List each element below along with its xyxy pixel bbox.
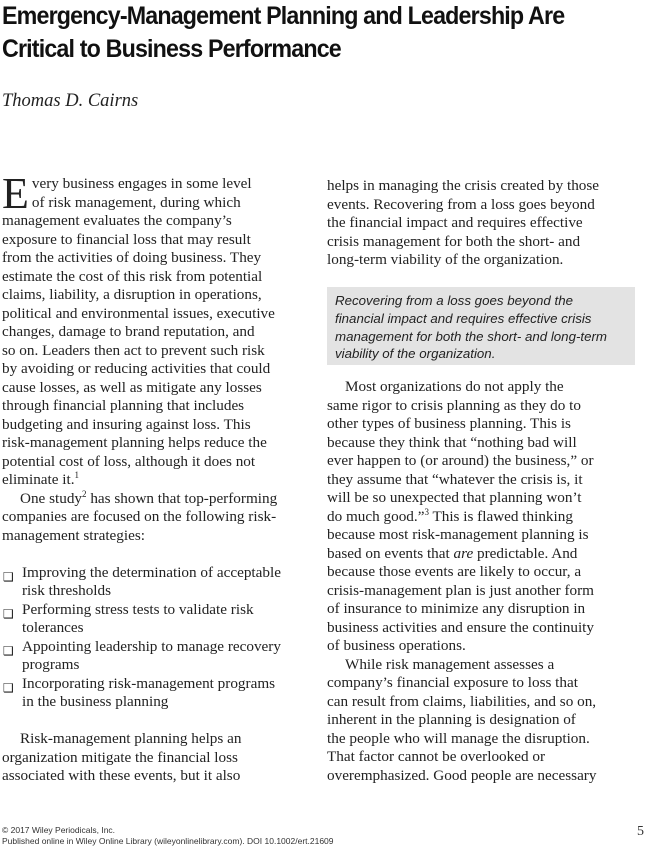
spacer [2, 712, 308, 731]
text-line: overemphasized. Good people are necessary [327, 766, 597, 784]
text-line [327, 545, 631, 564]
list-item [2, 675, 308, 712]
text-line: programs [22, 656, 80, 673]
text-line: from the activities of doing business. They [2, 249, 262, 266]
text-line: inherent in the planning is designation of [327, 711, 576, 728]
text-line: because those events are likely to occur, a [327, 563, 582, 580]
checkbox-bullet-icon: ❑ [3, 680, 14, 695]
footer [2, 825, 334, 847]
text-line: can result from claims, liabilities, and so on, [327, 692, 597, 710]
text-line: through financial planning that includes [2, 397, 245, 414]
text-line: risk thresholds [22, 582, 112, 599]
checkbox-bullet-icon: ❑ [3, 606, 14, 621]
text-line: risk-management planning helps reduce the [2, 434, 267, 451]
study-paragraph [2, 490, 308, 546]
right-column-lower [327, 378, 631, 785]
checkbox-bullet-icon: ❑ [3, 569, 14, 584]
text-line: companies are focused on the following risk- [2, 508, 277, 525]
text-line: While risk management assesses a [345, 655, 555, 673]
strategy-list [2, 564, 308, 712]
pull-quote [327, 287, 635, 365]
text-line: other types of business planning. This is [327, 415, 571, 432]
text-line: political and environmental issues, executive [2, 304, 275, 322]
text-line: by avoiding or reducing activities that could [2, 360, 271, 377]
text-line: because they think that “nothing bad will [327, 433, 577, 451]
text-line: Recovering from a loss goes beyond the [335, 293, 573, 308]
text-line: Performing stress tests to validate risk [22, 600, 254, 618]
text-span: predictable. And [473, 544, 578, 562]
text-line: in the business planning [22, 693, 169, 710]
text-line: events. Recovering from a loss goes beyond [327, 195, 595, 213]
text-span: do much good.” [327, 507, 425, 525]
text-line: viability of the organization. [335, 346, 496, 362]
title-line: Emergency-Management Planning and Leadership Are [2, 2, 565, 30]
publication-info: Published online in Wiley Online Library (wileyonlinelibrary.com). DOI 10.1002/ert.21609 [2, 836, 334, 846]
text-line [2, 490, 308, 509]
text-line [2, 471, 308, 490]
text-line: business activities and ensure the continuity [327, 618, 594, 636]
text-line: changes, damage to brand reputation, and [2, 323, 255, 340]
emphasis: are [453, 544, 474, 562]
text-line: claims, liability, a disruption in operations, [2, 286, 262, 303]
text-line: Improving the determination of acceptable [22, 563, 281, 581]
text-line: the people who will manage the disruption. [327, 729, 590, 747]
text-line: helps in managing the crisis created by those [327, 177, 600, 194]
continued-paragraph [327, 177, 631, 270]
text-line: ever happen to (or around) the business,” or [327, 452, 594, 469]
text-span: eliminate it. [2, 471, 75, 488]
leadership-paragraph [327, 656, 631, 786]
title-line: Critical to Business Performance [2, 35, 341, 63]
text-line: estimate the cost of this risk from potential [2, 267, 263, 285]
text-span: based on events that [327, 544, 454, 562]
text-line: budgeting and insuring against loss. This [2, 415, 251, 433]
drop-cap: E [2, 169, 29, 218]
spacer [2, 545, 308, 564]
footnote-ref: 3 [424, 506, 429, 517]
text-line: associated with these events, but it also [2, 767, 241, 784]
text-line: tolerances [22, 619, 84, 636]
mitigation-paragraph [2, 730, 308, 786]
copyright-notice: © 2017 Wiley Periodicals, Inc. [2, 825, 116, 835]
text-span: One study [20, 489, 83, 507]
text-line: same rigor to crisis planning as they do to [327, 396, 581, 414]
pull-quote-text [335, 292, 607, 363]
text-line [327, 508, 631, 527]
text-line: Appointing leadership to manage recovery [22, 637, 281, 655]
text-line: potential cost of loss, although it does not [2, 452, 256, 470]
text-line: Risk-management planning helps an [20, 730, 242, 747]
text-line: cause losses, as well as mitigate any losses [2, 378, 262, 396]
text-line: financial impact and requires effective crisis [335, 310, 592, 326]
list-item [2, 638, 308, 675]
text-line: of business operations. [327, 637, 466, 654]
text-line: crisis-management plan is just another form [327, 581, 594, 599]
text-line: long-term viability of the organization. [327, 251, 564, 268]
text-line: they assume that “whatever the crisis is, it [327, 470, 583, 488]
text-line: because most risk-management planning is [327, 526, 589, 543]
text-line: management for both the short- and long-term [335, 328, 607, 344]
text-line: very business engages in some level [31, 175, 252, 192]
text-span: has shown that top-performing [86, 489, 278, 507]
text-line: company’s financial exposure to loss that [327, 674, 578, 691]
text-line: management strategies: [2, 526, 145, 544]
text-line: will be so unexpected that planning won’t [327, 489, 582, 506]
left-column [2, 169, 308, 786]
text-line: management evaluates the company’s [2, 212, 232, 229]
footnote-ref: 2 [82, 488, 87, 499]
page-number: 5 [637, 824, 644, 839]
footnote-ref: 1 [74, 469, 80, 480]
text-line: so on. Leaders then act to prevent such risk [2, 341, 265, 359]
rigor-paragraph [327, 378, 631, 656]
text-line: crisis management for both the short- and [327, 232, 581, 250]
checkbox-bullet-icon: ❑ [3, 643, 14, 658]
list-item [2, 564, 308, 601]
text-line: of insurance to minimize any disruption in [327, 600, 586, 617]
text-line: Incorporating risk-management programs [22, 674, 276, 692]
article-title [2, 0, 603, 66]
text-line: Most organizations do not apply the [345, 378, 564, 395]
text-line: of risk management, during which [31, 193, 241, 211]
list-item [2, 601, 308, 638]
text-line: the financial impact and requires effective [327, 214, 583, 231]
text-line: organization mitigate the financial loss [2, 748, 238, 766]
text-line: That factor cannot be overlooked or [327, 748, 546, 765]
text-line: exposure to financial loss that may result [2, 230, 251, 248]
right-column [327, 177, 631, 270]
intro-paragraph [2, 169, 308, 490]
author-name: Thomas D. Cairns [2, 91, 139, 111]
text-span: This is flawed thinking [428, 507, 573, 525]
